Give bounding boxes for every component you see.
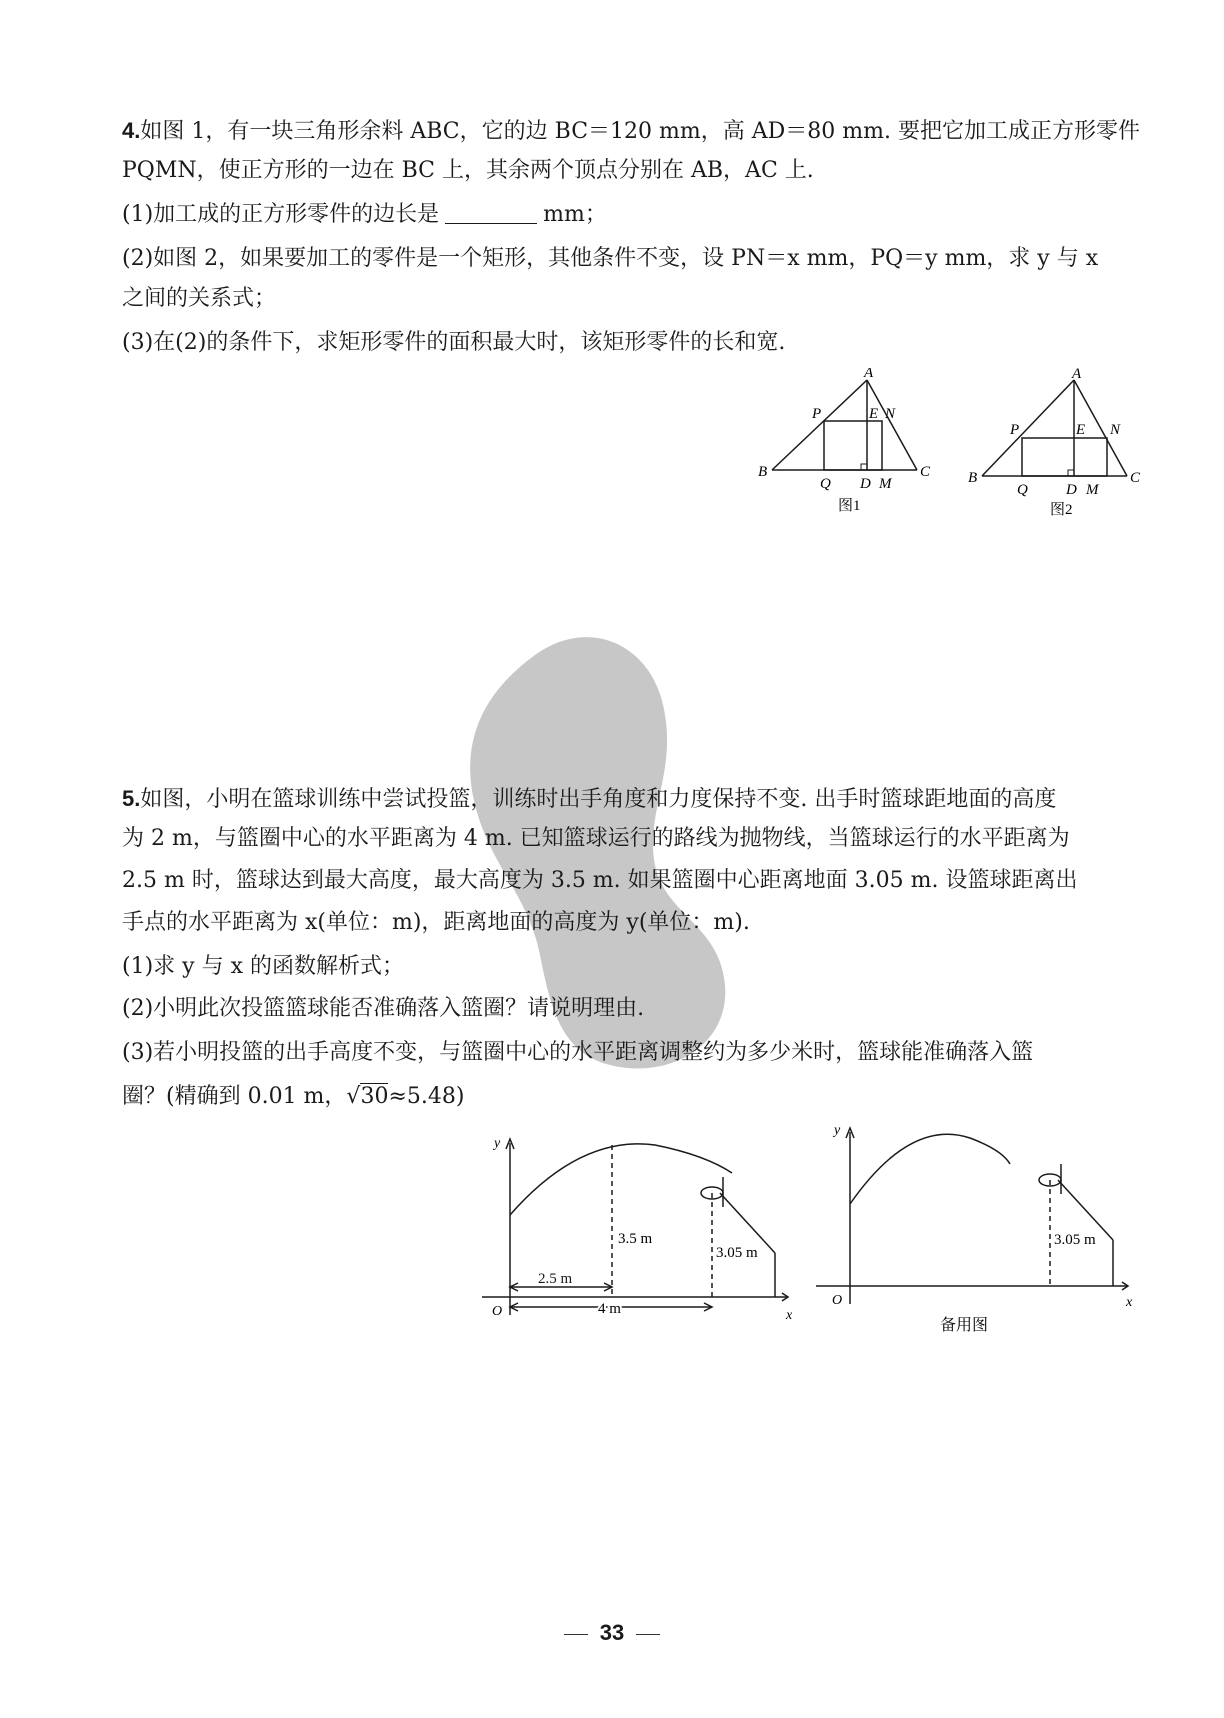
svg-text:M: M [879, 476, 892, 492]
svg-text:B: B [758, 464, 768, 480]
svg-text:O: O [832, 1293, 843, 1308]
q5-part2: (2)小明此次投篮篮球能否准确落入篮圈？请说明理由. [122, 996, 645, 1021]
q4-line1: 4.如图 1，有一块三角形余料 ABC，它的边 BC＝120 mm，高 AD＝80 mm. 要把它加工成正方形零件 [122, 118, 1140, 144]
q4-part2-line1: (2)如图 2，如果要加工的零件是一个矩形，其他条件不变，设 PN＝x mm，PQ＝y mm，求 y 与 x [122, 246, 1099, 271]
q5-number: 5. [122, 786, 141, 811]
svg-text:B: B [968, 470, 978, 486]
q4-figure-1 [752, 368, 952, 518]
svg-text:E: E [869, 406, 879, 422]
q4-part2-line2: 之间的关系式； [122, 286, 277, 311]
spare-figure-caption: 备用图 [940, 1317, 989, 1334]
svg-text:2.5 m: 2.5 m [538, 1271, 573, 1287]
svg-text:P: P [812, 406, 822, 422]
svg-text:C: C [1130, 470, 1141, 486]
svg-text:Q: Q [820, 476, 831, 492]
q5-line3: 2.5 m 时，篮球达到最大高度，最大高度为 3.5 m. 如果篮圈中心距离地面 3.05 m. 设篮球距离出 [122, 868, 1078, 893]
q4-part1: (1)加工成的正方形零件的边长是 mm； [122, 202, 607, 227]
q5-part3-line2: 圈？(精确到 0.01 m，√30≈5.48) [122, 1084, 465, 1109]
svg-text:y: y [834, 1123, 841, 1138]
svg-text:M: M [1086, 482, 1099, 498]
svg-text:N: N [1110, 422, 1121, 438]
q4-figure-2 [962, 368, 1162, 518]
svg-text:P: P [1010, 422, 1020, 438]
fig1-caption: 图1 [838, 498, 861, 514]
svg-text:x: x [1126, 1295, 1133, 1310]
q5-part1: (1)求 y 与 x 的函数解析式； [122, 954, 404, 979]
q4-line2: PQMN，使正方形的一边在 BC 上，其余两个顶点分别在 AB，AC 上. [122, 158, 814, 183]
svg-text:3.05 m: 3.05 m [1054, 1232, 1096, 1248]
q4-part3: (3)在(2)的条件下，求矩形零件的面积最大时，该矩形零件的长和宽. [122, 330, 786, 355]
q5-part3-line1: (3)若小明投篮的出手高度不变，与篮圈中心的水平距离调整约为多少米时，篮球能准确落入篮 [122, 1040, 1034, 1065]
sqrt-symbol: √ [346, 1084, 361, 1109]
q4-number: 4. [122, 118, 141, 143]
svg-text:Q: Q [1017, 482, 1028, 498]
svg-text:E: E [1076, 422, 1086, 438]
svg-text:x: x [786, 1308, 793, 1323]
page-number: 33 [0, 1620, 1224, 1646]
q5-line2: 为 2 m，与篮圈中心的水平距离为 4 m. 已知篮球运行的路线为抛物线，当篮球运行的水平距离为 [122, 826, 1070, 851]
svg-text:D: D [860, 476, 871, 492]
page-number-dash-left [564, 1634, 588, 1635]
svg-text:3.5 m: 3.5 m [618, 1231, 653, 1247]
svg-text:3.05 m: 3.05 m [716, 1245, 758, 1261]
svg-text:D: D [1066, 482, 1077, 498]
svg-text:A: A [864, 368, 874, 381]
q5-graph-main [470, 1125, 800, 1325]
fig2-caption: 图2 [1050, 502, 1073, 518]
svg-text:C: C [920, 464, 931, 480]
svg-text:O: O [492, 1304, 503, 1319]
answer-blank [445, 201, 537, 224]
svg-text:A: A [1072, 368, 1082, 382]
q5-line1: 5.如图，小明在篮球训练中尝试投篮，训练时出手角度和力度保持不变. 出手时篮球距地面的高度 [122, 786, 1057, 812]
svg-text:y: y [494, 1136, 501, 1151]
svg-text:N: N [885, 406, 896, 422]
q5-graph-spare [810, 1118, 1140, 1338]
svg-text:4 m: 4 m [598, 1301, 621, 1317]
q5-line4: 手点的水平距离为 x(单位：m)，距离地面的高度为 y(单位：m). [122, 910, 750, 935]
page-number-dash-right [636, 1634, 660, 1635]
